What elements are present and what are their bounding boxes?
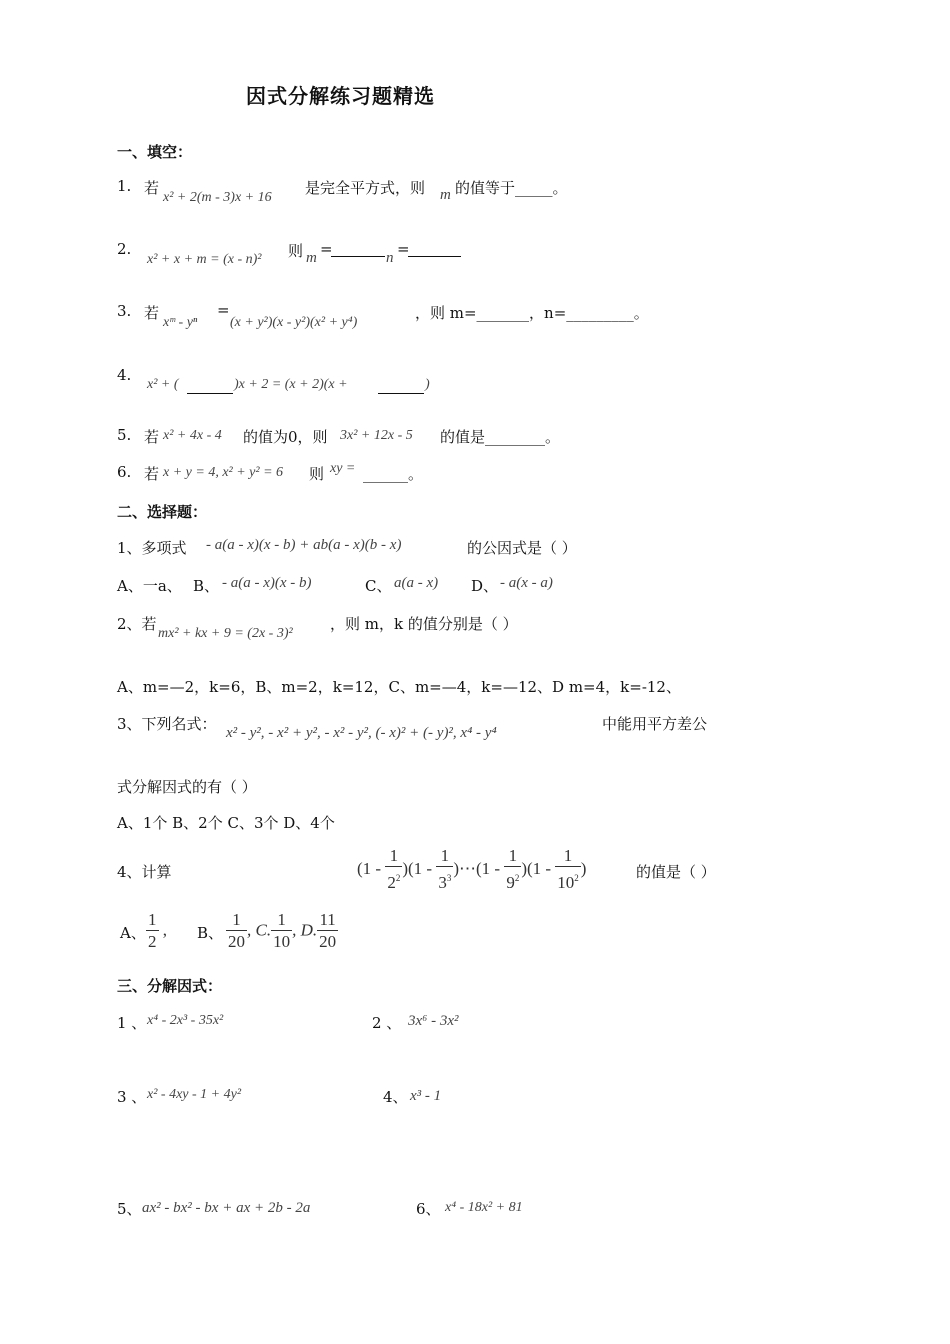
choice-q4-stem: 4、计算 — [117, 863, 172, 881]
choice-q1-option-c-math: a(a - x) — [394, 575, 439, 591]
fill-q5-pre: 若 — [144, 428, 160, 446]
fill-q3-pre: 若 — [144, 304, 160, 322]
fill-q5-post: 的值是________。 — [440, 428, 561, 446]
choice-q4-expression: (1 - $\frac{1}{2^2}$ )(1 - $\frac{1}{3^3}$ )⋯(1 - $\frac{1}{9^2}$ )(1 - $\frac{1}{10^2}$ ) — [357, 846, 587, 892]
fill-q5-math-1: x² + 4x - 4 — [163, 428, 222, 443]
choice-q3-math: x² - y², - x² + y², - x² - y², (- x)² + (- y)², x⁴ - y⁴ — [226, 725, 497, 741]
factor-p1-number: 1 、 — [117, 1014, 147, 1032]
factor-p5-math: ax² - bx² - bx + ax + 2b - 2a — [142, 1200, 311, 1216]
choice-q4-option-a-value: $\frac{1}{2}$ , — [148, 910, 167, 951]
fill-q1-var: m — [440, 187, 451, 203]
factor-p4-math: x³ - 1 — [410, 1088, 442, 1104]
fill-q2-post: 则 — [288, 242, 304, 260]
factor-p1-math: x⁴ - 2x³ - 35x² — [147, 1013, 224, 1028]
section-choice-heading: 二、选择题： — [117, 503, 208, 521]
fill-q1-end: 的值等于_____。 — [455, 179, 568, 197]
fill-q4-blank-2 — [378, 393, 424, 394]
choice-q2-post: ，则 m，k 的值分别是（ ） — [330, 615, 518, 633]
fill-q4-math-end: ) — [425, 377, 430, 392]
choice-q1-option-d-math: - a(x - a) — [500, 575, 553, 591]
choice-q2-options: A、m=—2，k=6，B、m=2，k=12，C、m=—4，k=—12、D m=4，k=-12、 — [117, 678, 681, 696]
fill-q6-mid: 则 — [309, 465, 325, 483]
factor-p2-math: 3x⁶ - 3x² — [408, 1013, 459, 1029]
section-factor-heading: 三、分解因式： — [117, 977, 223, 995]
choice-q1-post: 的公因式是（ ） — [467, 539, 577, 557]
fill-q2-eq1: = — [320, 240, 333, 258]
choice-q1-option-a: A、一a、 — [117, 577, 182, 595]
fill-q1-math: x² + 2(m - 3)x + 16 — [163, 190, 272, 205]
fill-q6-math-2: xy = — [330, 461, 356, 476]
section-fill-heading: 一、填空： — [117, 143, 193, 161]
factor-p3-math: x² - 4xy - 1 + 4y² — [147, 1087, 242, 1102]
fill-q2-blank-n — [408, 256, 461, 257]
fill-q2-eq2: = — [397, 240, 410, 258]
factor-p6-math: x⁴ - 18x² + 81 — [445, 1200, 523, 1215]
factor-p6-number: 6、 — [416, 1200, 441, 1218]
fill-q4-number: 4. — [117, 366, 132, 384]
choice-q3-line2: 式分解因式的有（ ） — [117, 778, 257, 796]
fill-q2-math: x² + x + m = (x - n)² — [147, 252, 262, 267]
fill-q5-number: 5. — [117, 426, 132, 444]
fill-q2-m: m — [306, 250, 317, 266]
choice-q4-option-a-label: A、 — [120, 924, 146, 942]
fill-q1-post: 是完全平方式，则 — [305, 179, 426, 197]
page-title: 因式分解练习题精选 — [246, 84, 435, 108]
fill-q6-number: 6. — [117, 463, 132, 481]
fill-q6-post: ______。 — [363, 465, 424, 483]
fill-q1-number: 1. — [117, 177, 132, 195]
fill-q4-math-start: x² + ( — [147, 377, 179, 392]
fill-q2-n: n — [386, 250, 394, 266]
fill-q4-math-mid: )x + 2 = (x + 2)(x + — [234, 377, 348, 392]
choice-q3-stem: 3、下列名式： — [117, 715, 217, 733]
choice-q3-options: A、1个 B、2个 C、3个 D、4个 — [117, 814, 335, 832]
choice-q4-post: 的值是（ ） — [636, 863, 716, 881]
fill-q3-post: ，则 m=_______，n=_________。 — [415, 304, 649, 322]
fill-q3-math-right: (x + y²)(x - y²)(x² + y⁴) — [230, 315, 358, 330]
choice-q1-stem: 1、多项式 — [117, 539, 187, 557]
factor-p5-number: 5、 — [117, 1200, 142, 1218]
fill-q5-mid: 的值为0，则 — [243, 428, 328, 446]
choice-q1-option-c-label: C、 — [365, 577, 392, 595]
choice-q1-option-b-math: - a(a - x)(x - b) — [222, 575, 312, 591]
fill-q3-number: 3. — [117, 302, 132, 320]
choice-q2-stem: 2、若 — [117, 615, 157, 633]
factor-p3-number: 3 、 — [117, 1088, 147, 1106]
factor-p4-number: 4、 — [383, 1088, 408, 1106]
fill-q2-number: 2. — [117, 240, 132, 258]
choice-q2-math: mx² + kx + 9 = (2x - 3)² — [158, 626, 293, 641]
fill-q1-pre: 若 — [144, 179, 160, 197]
factor-p2-number: 2 、 — [372, 1014, 402, 1032]
choice-q4-options-bcd: $\frac{1}{20}$ , C. $\frac{1}{10}$ , D. $\frac{11}{20}$ — [228, 910, 337, 951]
choice-q1-option-d-label: D、 — [471, 577, 499, 595]
fill-q5-math-2: 3x² + 12x - 5 — [340, 428, 413, 443]
fill-q4-blank-1 — [187, 393, 233, 394]
fill-q6-pre: 若 — [144, 465, 160, 483]
choice-q1-math: - a(a - x)(x - b) + ab(a - x)(b - x) — [206, 537, 402, 553]
fill-q2-blank-m — [331, 256, 385, 257]
fill-q3-math-left: xᵐ - yⁿ — [163, 315, 198, 330]
choice-q4-option-b-label: B、 — [197, 924, 224, 942]
choice-q1-option-b-label: B、 — [193, 577, 220, 595]
fill-q3-eq: = — [217, 301, 230, 319]
choice-q3-post: 中能用平方差公 — [602, 715, 708, 733]
fill-q6-math-1: x + y = 4, x² + y² = 6 — [163, 465, 284, 480]
